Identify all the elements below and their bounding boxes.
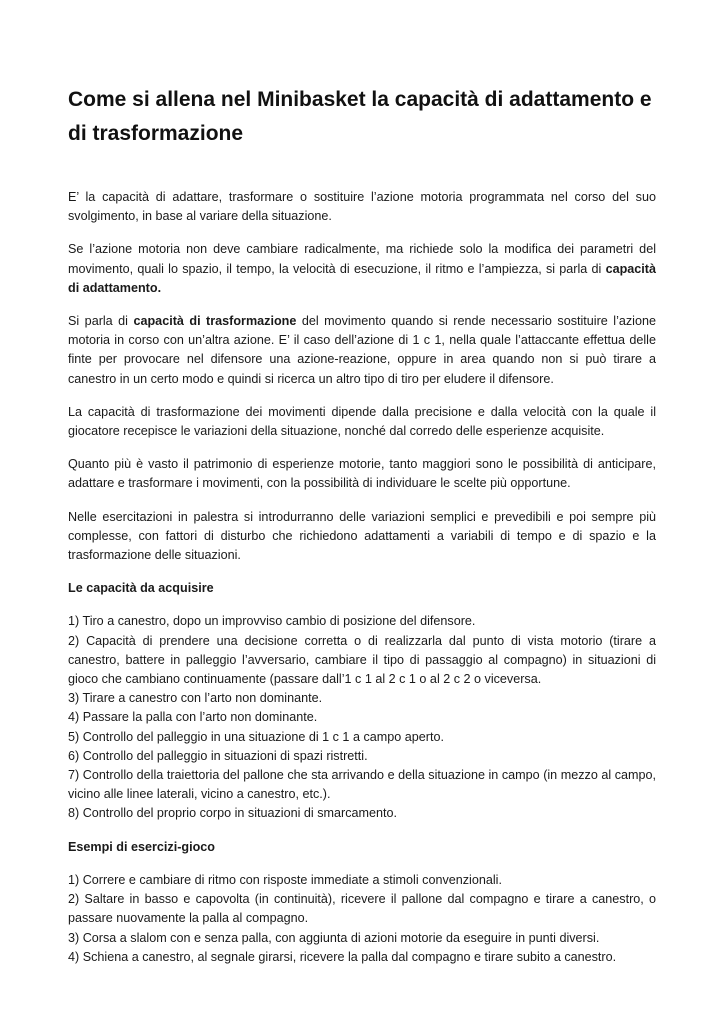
document-body — [68, 188, 656, 981]
list-item: 2) Capacità di prendere una decisione corretta o di realizzarla dal punto di vista motorio (tirare a canestro, battere in palleggio l’avversario, cambiare il tipo di passaggio al compagno) in situazioni di gioco che cambiano continuamente (passare dall’1 c 1 al 2 c 1 o al 2 c 2 o viceversa. — [68, 633, 656, 687]
capacita-list — [68, 612, 656, 823]
list-item: 1) Correre e cambiare di ritmo con risposte immediate a stimoli convenzionali. — [68, 872, 502, 887]
document-title: Come si allena nel Minibasket la capacità di adattamento e di trasformazione — [68, 88, 652, 145]
paragraph-esercitazioni: Nelle esercitazioni in palestra si introdurranno delle variazioni semplici e prevedibili e poi sempre più complesse, con fattori di disturbo che richiedono adattamenti a variabili di tempo e di spazio e la trasformazione delle situazioni. — [68, 509, 656, 563]
paragraph-definition: E’ la capacità di adattare, trasformare o sostituire l’azione motoria programmata nel corso del suo svolgimento, in base al variare della situazione. — [68, 190, 656, 224]
paragraph-adattamento — [68, 240, 656, 298]
list-item: 5) Controllo del palleggio in una situazione di 1 c 1 a campo aperto. — [68, 729, 444, 744]
esercizi-list — [68, 871, 656, 967]
paragraph-text: Se l’azione motoria non deve cambiare radicalmente, ma richiede solo la modifica dei parametri del movimento, quali lo spazio, il tempo, la velocità di esecuzione, il ritmo e l’ampiezza, si parla di — [68, 242, 656, 276]
list-item: 1) Tiro a canestro, dopo un improvviso cambio di posizione del difensore. — [68, 614, 476, 629]
list-item: 7) Controllo della traiettoria del pallone che sta arrivando e della situazione in campo (in mezzo al campo, vicino alle linee laterali, vicino a canestro, etc.). — [68, 768, 656, 802]
list-item: 2) Saltare in basso e capovolta (in continuità), ricevere il pallone dal compagno e tirare a canestro, o passare nuovamente la palla al compagno. — [68, 892, 656, 926]
list-item: 8) Controllo del proprio corpo in situazioni di smarcamento. — [68, 806, 397, 821]
paragraph-precisione: La capacità di trasformazione dei movimenti dipende dalla precisione e dalla velocità con la quale il giocatore recepisce le variazioni della situazione, nonché dal corredo delle esperienze acquisite. — [68, 404, 656, 439]
list-item: 4) Schiena a canestro, al segnale girarsi, ricevere la palla dal compagno e tirare subito a canestro. — [68, 949, 617, 964]
paragraph-text: del movimento quando si rende necessario sostituire l’azione motoria in corso con un’altra azione. E’ il caso dell’azione di 1 c 1, nella quale l’attaccante effettua delle finte per provocare nel difensore una azione-reazione, oppure in area quando non si può tirare a canestro in un certo modo e quindi si ricerca un altro tipo di tiro per eludere il difensore. — [68, 314, 656, 386]
list-item: 6) Controllo del palleggio in situazioni di spazi ristretti. — [68, 748, 368, 763]
paragraph-text: Si parla di — [68, 314, 134, 329]
paragraph-trasformazione — [68, 312, 656, 389]
list-item: 3) Tirare a canestro con l’arto non dominante. — [68, 691, 323, 706]
list-item: 3) Corsa a slalom con e senza palla, con aggiunta di azioni motorie da eseguire in punti diversi. — [68, 930, 600, 945]
section-heading-capacita: Le capacità da acquisire — [68, 581, 214, 596]
list-item: 4) Passare la palla con l’arto non dominante. — [68, 710, 318, 725]
bold-term: capacità di adattamento. — [68, 261, 656, 295]
paragraph-esperienze: Quanto più è vasto il patrimonio di esperienze motorie, tanto maggiori sono le possibilità di anticipare, adattare e trasformare i movimenti, con la possibilità di individuare le scelte più opportune. — [68, 457, 656, 491]
section-heading-esercizi: Esempi di esercizi-gioco — [68, 839, 215, 854]
bold-term: capacità di trasformazione — [133, 314, 297, 329]
